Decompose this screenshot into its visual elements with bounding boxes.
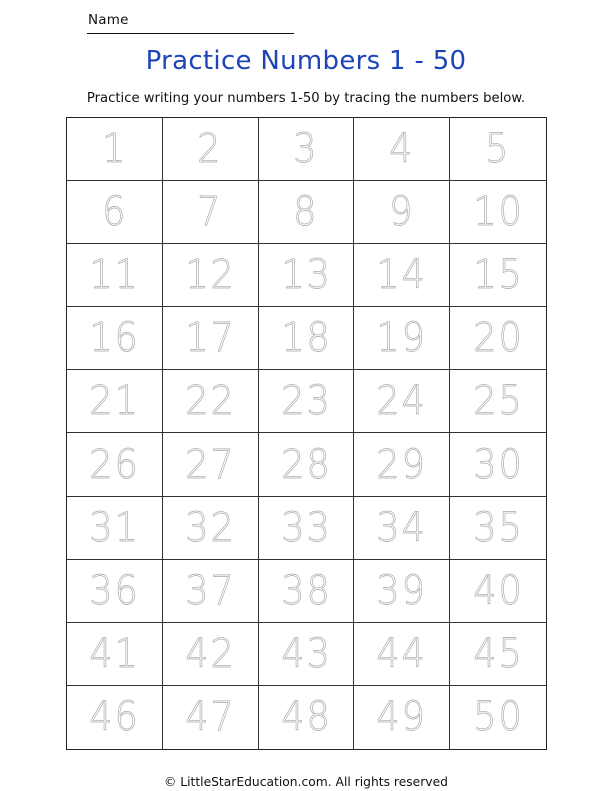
trace-number: 49 xyxy=(376,694,428,741)
tracing-cell[interactable] xyxy=(450,181,546,244)
trace-number: 39 xyxy=(376,567,428,614)
trace-number: 10 xyxy=(472,189,524,236)
tracing-cell[interactable] xyxy=(67,370,163,433)
trace-number: 5 xyxy=(485,126,511,173)
tracing-cell[interactable] xyxy=(354,244,450,307)
tracing-cell[interactable] xyxy=(450,118,546,181)
tracing-cell[interactable] xyxy=(163,560,259,623)
trace-number: 30 xyxy=(472,441,524,488)
tracing-cell[interactable] xyxy=(163,433,259,496)
tracing-cell[interactable] xyxy=(67,686,163,749)
instructions-text: Practice writing your numbers 1-50 by tracing the numbers below. xyxy=(86,91,526,106)
trace-number: 25 xyxy=(472,378,524,425)
trace-number: 33 xyxy=(280,504,332,551)
tracing-cell[interactable] xyxy=(354,497,450,560)
tracing-cell[interactable] xyxy=(67,118,163,181)
trace-number: 7 xyxy=(197,189,223,236)
trace-number: 35 xyxy=(472,504,524,551)
trace-number: 46 xyxy=(89,694,140,741)
tracing-cell[interactable] xyxy=(163,244,259,307)
trace-number: 36 xyxy=(89,567,140,614)
trace-number: 44 xyxy=(376,630,428,677)
trace-number: 23 xyxy=(280,378,332,425)
trace-number: 18 xyxy=(280,315,332,362)
tracing-cell[interactable] xyxy=(259,560,355,623)
trace-number: 38 xyxy=(280,567,332,614)
tracing-cell[interactable] xyxy=(259,686,355,749)
tracing-cell[interactable] xyxy=(354,433,450,496)
tracing-cell[interactable] xyxy=(67,181,163,244)
trace-number: 20 xyxy=(472,315,524,362)
trace-number: 43 xyxy=(280,630,332,677)
trace-number: 15 xyxy=(472,252,524,299)
trace-number: 11 xyxy=(89,252,140,299)
tracing-grid xyxy=(66,117,547,750)
tracing-cell[interactable] xyxy=(259,118,355,181)
name-label: Name xyxy=(88,12,129,28)
tracing-cell[interactable] xyxy=(354,181,450,244)
tracing-cell[interactable] xyxy=(259,244,355,307)
trace-number: 2 xyxy=(197,126,223,173)
name-field[interactable] xyxy=(87,10,294,34)
trace-number: 50 xyxy=(472,694,524,741)
page-title: Practice Numbers 1 - 50 xyxy=(145,46,467,76)
tracing-cell[interactable] xyxy=(259,433,355,496)
tracing-cell[interactable] xyxy=(259,623,355,686)
trace-number: 4 xyxy=(389,126,415,173)
trace-number: 37 xyxy=(184,567,236,614)
tracing-cell[interactable] xyxy=(354,307,450,370)
copyright-footer: © LittleStarEducation.com. All rights reserved xyxy=(164,775,448,789)
trace-number: 16 xyxy=(89,315,140,362)
trace-number: 40 xyxy=(472,567,524,614)
tracing-cell[interactable] xyxy=(259,497,355,560)
tracing-cell[interactable] xyxy=(450,623,546,686)
tracing-cell[interactable] xyxy=(450,497,546,560)
tracing-cell[interactable] xyxy=(67,497,163,560)
trace-number: 31 xyxy=(89,504,140,551)
trace-number: 34 xyxy=(376,504,428,551)
tracing-cell[interactable] xyxy=(354,560,450,623)
trace-number: 32 xyxy=(184,504,236,551)
tracing-cell[interactable] xyxy=(259,370,355,433)
tracing-cell[interactable] xyxy=(67,244,163,307)
trace-number: 26 xyxy=(89,441,140,488)
tracing-cell[interactable] xyxy=(163,181,259,244)
trace-number: 13 xyxy=(280,252,332,299)
tracing-cell[interactable] xyxy=(450,244,546,307)
trace-number: 19 xyxy=(376,315,428,362)
trace-number: 27 xyxy=(184,441,236,488)
tracing-cell[interactable] xyxy=(259,181,355,244)
trace-number: 28 xyxy=(280,441,332,488)
tracing-cell[interactable] xyxy=(67,560,163,623)
trace-number: 8 xyxy=(293,189,319,236)
trace-number: 29 xyxy=(376,441,428,488)
tracing-cell[interactable] xyxy=(354,370,450,433)
tracing-cell[interactable] xyxy=(163,497,259,560)
tracing-cell[interactable] xyxy=(67,307,163,370)
trace-number: 17 xyxy=(184,315,236,362)
trace-number: 24 xyxy=(376,378,428,425)
tracing-cell[interactable] xyxy=(354,623,450,686)
tracing-cell[interactable] xyxy=(163,370,259,433)
trace-number: 21 xyxy=(89,378,140,425)
trace-number: 48 xyxy=(280,694,332,741)
trace-number: 45 xyxy=(472,630,524,677)
tracing-cell[interactable] xyxy=(67,433,163,496)
tracing-cell[interactable] xyxy=(163,118,259,181)
tracing-cell[interactable] xyxy=(163,623,259,686)
tracing-cell[interactable] xyxy=(163,307,259,370)
tracing-cell[interactable] xyxy=(450,433,546,496)
tracing-cell[interactable] xyxy=(450,686,546,749)
trace-number: 41 xyxy=(89,630,140,677)
trace-number: 1 xyxy=(101,126,128,173)
tracing-cell[interactable] xyxy=(67,623,163,686)
trace-number: 3 xyxy=(293,126,319,173)
trace-number: 42 xyxy=(184,630,236,677)
tracing-cell[interactable] xyxy=(354,118,450,181)
tracing-cell[interactable] xyxy=(354,686,450,749)
trace-number: 14 xyxy=(376,252,428,299)
tracing-cell[interactable] xyxy=(450,560,546,623)
tracing-cell[interactable] xyxy=(163,686,259,749)
trace-number: 12 xyxy=(184,252,236,299)
tracing-cell[interactable] xyxy=(259,307,355,370)
trace-number: 47 xyxy=(184,694,236,741)
trace-number: 9 xyxy=(389,189,415,236)
tracing-cell[interactable] xyxy=(450,307,546,370)
tracing-cell[interactable] xyxy=(450,370,546,433)
trace-number: 22 xyxy=(184,378,236,425)
trace-number: 6 xyxy=(101,189,128,236)
